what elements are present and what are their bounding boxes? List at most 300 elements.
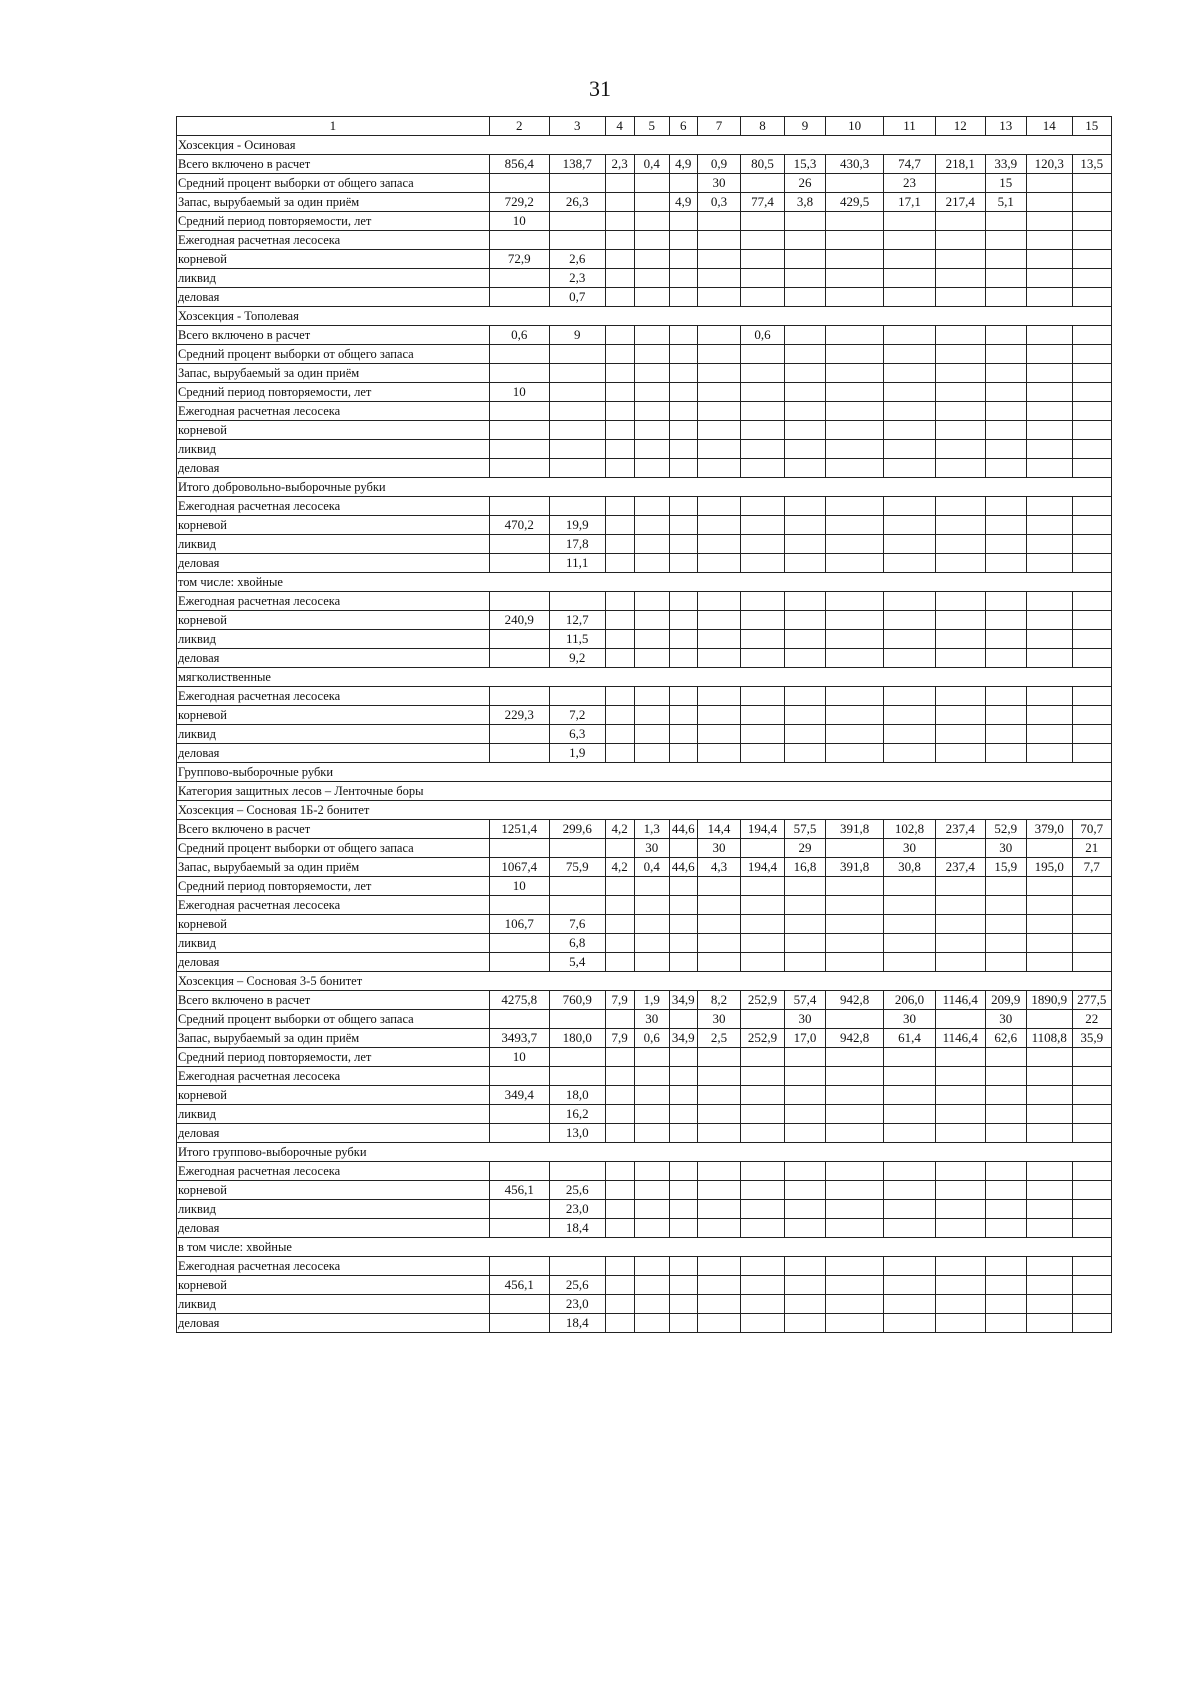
table-cell	[985, 1257, 1026, 1276]
table-cell	[741, 839, 784, 858]
table-cell	[935, 250, 985, 269]
table-cell: 470,2	[489, 516, 549, 535]
table-cell	[669, 934, 697, 953]
table-cell: 70,7	[1072, 820, 1111, 839]
table-cell	[605, 1276, 634, 1295]
table-cell	[697, 1219, 740, 1238]
table-cell: 7,7	[1072, 858, 1111, 877]
table-cell: 218,1	[935, 155, 985, 174]
table-cell	[985, 1219, 1026, 1238]
table-cell: 2,5	[697, 1029, 740, 1048]
table-cell	[1027, 592, 1073, 611]
table-row	[177, 1276, 1112, 1295]
table-row	[177, 345, 1112, 364]
table-cell: 61,4	[884, 1029, 936, 1048]
table-cell	[935, 421, 985, 440]
table-row	[177, 421, 1112, 440]
table-cell: 760,9	[549, 991, 605, 1010]
table-cell: 729,2	[489, 193, 549, 212]
row-label: Ежегодная расчетная лесосека	[177, 1162, 490, 1181]
table-cell	[935, 1200, 985, 1219]
table-cell	[697, 288, 740, 307]
table-cell	[826, 1181, 884, 1200]
table-cell	[1027, 421, 1073, 440]
table-cell	[669, 1105, 697, 1124]
table-cell	[826, 1010, 884, 1029]
table-cell: 349,4	[489, 1086, 549, 1105]
table-cell	[935, 1257, 985, 1276]
table-cell	[669, 725, 697, 744]
table-row	[177, 1257, 1112, 1276]
table-cell	[1027, 1048, 1073, 1067]
table-cell	[935, 630, 985, 649]
table-cell: 1067,4	[489, 858, 549, 877]
table-cell: 942,8	[826, 991, 884, 1010]
row-label: Ежегодная расчетная лесосека	[177, 497, 490, 516]
table-cell	[985, 1124, 1026, 1143]
table-cell	[605, 687, 634, 706]
table-cell	[935, 1105, 985, 1124]
table-cell	[669, 402, 697, 421]
section-row	[177, 1143, 1112, 1162]
table-row	[177, 1219, 1112, 1238]
section-row	[177, 307, 1112, 326]
table-cell: 456,1	[489, 1181, 549, 1200]
table-row	[177, 1295, 1112, 1314]
table-cell	[1072, 915, 1111, 934]
table-cell	[1072, 934, 1111, 953]
table-cell: 5,4	[549, 953, 605, 972]
table-cell	[985, 611, 1026, 630]
table-cell	[489, 345, 549, 364]
table-cell	[1072, 649, 1111, 668]
column-header: 5	[634, 117, 669, 136]
table-cell	[985, 744, 1026, 763]
table-cell: 11,5	[549, 630, 605, 649]
table-cell: 25,6	[549, 1181, 605, 1200]
table-cell	[634, 1124, 669, 1143]
table-cell	[669, 497, 697, 516]
table-cell	[634, 421, 669, 440]
table-cell	[985, 706, 1026, 725]
table-cell	[1027, 896, 1073, 915]
table-cell	[697, 326, 740, 345]
table-cell	[884, 877, 936, 896]
table-cell: 2,6	[549, 250, 605, 269]
table-cell: 391,8	[826, 858, 884, 877]
table-cell: 10	[489, 1048, 549, 1067]
row-label: Ежегодная расчетная лесосека	[177, 1257, 490, 1276]
table-cell	[985, 421, 1026, 440]
table-cell	[605, 288, 634, 307]
table-cell: 30	[697, 174, 740, 193]
table-cell	[669, 611, 697, 630]
forest-calculation-table	[176, 116, 1112, 1333]
column-header: 7	[697, 117, 740, 136]
table-cell	[634, 630, 669, 649]
table-cell	[784, 402, 825, 421]
table-cell	[669, 1219, 697, 1238]
table-cell: 1146,4	[935, 1029, 985, 1048]
table-cell	[935, 1314, 985, 1333]
table-cell	[697, 402, 740, 421]
table-cell	[489, 174, 549, 193]
table-cell	[1027, 1086, 1073, 1105]
section-spacer	[489, 573, 1111, 592]
table-cell	[784, 1200, 825, 1219]
table-cell	[985, 250, 1026, 269]
table-cell: 252,9	[741, 1029, 784, 1048]
table-cell: 0,6	[634, 1029, 669, 1048]
table-cell	[605, 1200, 634, 1219]
table-cell	[884, 421, 936, 440]
table-cell	[784, 725, 825, 744]
table-cell	[1072, 535, 1111, 554]
table-cell	[826, 345, 884, 364]
table-cell	[1027, 1219, 1073, 1238]
table-cell	[784, 1124, 825, 1143]
table-cell	[669, 364, 697, 383]
table-cell	[741, 212, 784, 231]
table-cell	[985, 383, 1026, 402]
table-cell	[1072, 592, 1111, 611]
table-cell	[605, 630, 634, 649]
table-cell	[741, 896, 784, 915]
table-cell: 30	[784, 1010, 825, 1029]
table-cell	[634, 649, 669, 668]
table-cell: 180,0	[549, 1029, 605, 1048]
column-header: 6	[669, 117, 697, 136]
section-title: Категория защитных лесов – Ленточные боры	[177, 782, 490, 801]
table-cell	[669, 383, 697, 402]
table-cell	[1072, 193, 1111, 212]
table-cell	[985, 497, 1026, 516]
table-cell	[697, 269, 740, 288]
table-cell	[826, 1105, 884, 1124]
table-cell	[669, 1181, 697, 1200]
table-cell	[1072, 212, 1111, 231]
table-cell	[884, 326, 936, 345]
table-cell	[935, 345, 985, 364]
table-cell: 23,0	[549, 1200, 605, 1219]
section-spacer	[489, 136, 1111, 155]
table-cell	[784, 953, 825, 972]
table-cell	[489, 725, 549, 744]
table-cell	[1072, 744, 1111, 763]
table-cell	[826, 1067, 884, 1086]
table-body	[177, 117, 1112, 1333]
page-number: 31	[589, 76, 611, 101]
table-cell	[985, 934, 1026, 953]
table-cell	[489, 649, 549, 668]
table-cell	[669, 516, 697, 535]
table-cell	[935, 592, 985, 611]
table-row	[177, 1181, 1112, 1200]
table-cell	[784, 459, 825, 478]
table-cell: 0,9	[697, 155, 740, 174]
table-row	[177, 326, 1112, 345]
table-cell	[634, 535, 669, 554]
table-cell	[741, 934, 784, 953]
table-cell: 13,5	[1072, 155, 1111, 174]
table-row	[177, 535, 1112, 554]
table-cell: 30	[697, 839, 740, 858]
table-cell	[741, 592, 784, 611]
table-cell	[697, 1124, 740, 1143]
table-cell	[985, 345, 1026, 364]
table-cell: 8,2	[697, 991, 740, 1010]
table-row	[177, 953, 1112, 972]
table-cell	[826, 744, 884, 763]
table-cell: 57,5	[784, 820, 825, 839]
table-cell	[605, 231, 634, 250]
table-cell	[697, 649, 740, 668]
table-cell	[741, 1295, 784, 1314]
table-cell	[489, 630, 549, 649]
table-cell	[1072, 953, 1111, 972]
table-cell	[489, 459, 549, 478]
table-cell	[826, 915, 884, 934]
column-header: 9	[784, 117, 825, 136]
table-cell	[741, 459, 784, 478]
table-cell: 138,7	[549, 155, 605, 174]
table-cell	[669, 1010, 697, 1029]
table-cell	[826, 250, 884, 269]
table-cell	[935, 649, 985, 668]
table-cell	[605, 326, 634, 345]
table-cell: 456,1	[489, 1276, 549, 1295]
table-row	[177, 402, 1112, 421]
table-cell	[1027, 174, 1073, 193]
table-cell	[1072, 1048, 1111, 1067]
column-header: 14	[1027, 117, 1073, 136]
row-label: Ежегодная расчетная лесосека	[177, 231, 490, 250]
table-cell: 7,6	[549, 915, 605, 934]
row-label: корневой	[177, 1181, 490, 1200]
table-cell	[669, 1200, 697, 1219]
table-cell	[826, 1200, 884, 1219]
table-cell	[669, 212, 697, 231]
table-cell	[697, 706, 740, 725]
table-cell	[697, 383, 740, 402]
table-cell	[1072, 345, 1111, 364]
table-cell	[935, 953, 985, 972]
table-cell	[826, 1048, 884, 1067]
table-cell	[935, 706, 985, 725]
table-row	[177, 1124, 1112, 1143]
table-cell	[985, 1162, 1026, 1181]
table-cell	[935, 383, 985, 402]
table-cell	[884, 725, 936, 744]
table-cell	[741, 345, 784, 364]
table-cell	[1027, 288, 1073, 307]
table-cell	[1027, 915, 1073, 934]
table-cell	[634, 231, 669, 250]
table-cell	[826, 326, 884, 345]
table-cell	[669, 687, 697, 706]
table-cell	[669, 744, 697, 763]
table-cell: 1890,9	[1027, 991, 1073, 1010]
table-cell	[784, 744, 825, 763]
row-label: деловая	[177, 288, 490, 307]
table-cell	[935, 744, 985, 763]
table-cell	[669, 554, 697, 573]
table-cell: 44,6	[669, 820, 697, 839]
table-cell	[884, 611, 936, 630]
table-cell	[489, 288, 549, 307]
table-row	[177, 288, 1112, 307]
table-cell	[935, 877, 985, 896]
table-cell	[489, 1257, 549, 1276]
table-row	[177, 820, 1112, 839]
row-label: ликвид	[177, 1200, 490, 1219]
table-cell	[605, 877, 634, 896]
table-cell	[697, 1086, 740, 1105]
table-cell	[1072, 1105, 1111, 1124]
table-cell	[697, 744, 740, 763]
table-cell	[634, 1067, 669, 1086]
table-cell: 7,2	[549, 706, 605, 725]
table-cell	[1027, 744, 1073, 763]
table-cell	[605, 1219, 634, 1238]
table-cell	[489, 231, 549, 250]
table-cell	[697, 611, 740, 630]
row-label: Всего включено в расчет	[177, 155, 490, 174]
table-cell	[489, 1067, 549, 1086]
table-cell: 10	[489, 212, 549, 231]
table-cell	[605, 839, 634, 858]
table-cell	[1072, 1086, 1111, 1105]
table-cell	[784, 421, 825, 440]
table-cell: 2,3	[605, 155, 634, 174]
column-header: 4	[605, 117, 634, 136]
table-cell: 22	[1072, 1010, 1111, 1029]
table-cell: 29	[784, 839, 825, 858]
section-title: Итого группово-выборочные рубки	[177, 1143, 490, 1162]
table-cell	[884, 1067, 936, 1086]
table-cell	[634, 174, 669, 193]
table-cell	[826, 516, 884, 535]
table-cell	[826, 839, 884, 858]
table-cell	[605, 250, 634, 269]
table-cell	[669, 421, 697, 440]
table-cell	[634, 1105, 669, 1124]
table-cell: 30,8	[884, 858, 936, 877]
table-cell	[741, 649, 784, 668]
table-cell	[935, 1010, 985, 1029]
table-cell	[669, 440, 697, 459]
table-cell	[669, 1162, 697, 1181]
table-cell	[884, 1181, 936, 1200]
table-cell	[605, 402, 634, 421]
table-cell	[489, 1219, 549, 1238]
table-cell	[741, 706, 784, 725]
table-row	[177, 1314, 1112, 1333]
table-cell	[884, 535, 936, 554]
table-cell	[985, 896, 1026, 915]
table-cell	[1027, 1124, 1073, 1143]
table-cell	[489, 1105, 549, 1124]
table-cell	[605, 345, 634, 364]
section-row	[177, 801, 1112, 820]
table-cell	[884, 516, 936, 535]
table-row	[177, 877, 1112, 896]
table-cell	[784, 250, 825, 269]
table-cell	[985, 231, 1026, 250]
table-cell	[1027, 535, 1073, 554]
table-cell	[741, 1200, 784, 1219]
table-row	[177, 896, 1112, 915]
row-label: ликвид	[177, 440, 490, 459]
table-cell	[634, 497, 669, 516]
table-cell	[1027, 1276, 1073, 1295]
table-cell	[1027, 402, 1073, 421]
table-cell	[935, 839, 985, 858]
table-cell	[784, 535, 825, 554]
table-cell	[826, 535, 884, 554]
table-cell	[784, 345, 825, 364]
table-cell	[489, 1162, 549, 1181]
table-cell	[1072, 174, 1111, 193]
table-cell	[884, 630, 936, 649]
table-cell	[697, 212, 740, 231]
row-label: деловая	[177, 1314, 490, 1333]
table-cell	[1072, 421, 1111, 440]
table-cell	[985, 953, 1026, 972]
table-cell	[697, 1162, 740, 1181]
table-cell	[884, 592, 936, 611]
table-cell	[605, 535, 634, 554]
table-cell	[741, 1219, 784, 1238]
table-cell	[741, 1181, 784, 1200]
table-cell	[697, 345, 740, 364]
table-cell	[741, 288, 784, 307]
table-cell	[884, 440, 936, 459]
table-cell	[884, 915, 936, 934]
table-cell	[826, 706, 884, 725]
section-row	[177, 763, 1112, 782]
table-cell	[634, 364, 669, 383]
table-cell	[741, 611, 784, 630]
table-cell	[826, 364, 884, 383]
section-title: Хозсекция – Сосновая 1Б-2 бонитет	[177, 801, 490, 820]
table-cell	[489, 269, 549, 288]
table-row	[177, 516, 1112, 535]
table-cell: 0,4	[634, 858, 669, 877]
table-cell	[634, 269, 669, 288]
table-cell: 1108,8	[1027, 1029, 1073, 1048]
row-label: корневой	[177, 915, 490, 934]
table-cell	[1072, 1314, 1111, 1333]
table-cell	[549, 231, 605, 250]
table-cell	[1072, 326, 1111, 345]
table-cell	[985, 630, 1026, 649]
table-cell	[935, 288, 985, 307]
table-cell	[697, 554, 740, 573]
table-cell	[634, 193, 669, 212]
table-cell	[985, 326, 1026, 345]
row-label: Средний период повторяемости, лет	[177, 877, 490, 896]
column-header: 13	[985, 117, 1026, 136]
table-cell	[884, 1257, 936, 1276]
section-spacer	[489, 972, 1111, 991]
table-cell	[1072, 1067, 1111, 1086]
section-row	[177, 478, 1112, 497]
table-cell	[985, 1314, 1026, 1333]
table-cell	[1027, 231, 1073, 250]
table-cell: 33,9	[985, 155, 1026, 174]
table-cell	[489, 934, 549, 953]
